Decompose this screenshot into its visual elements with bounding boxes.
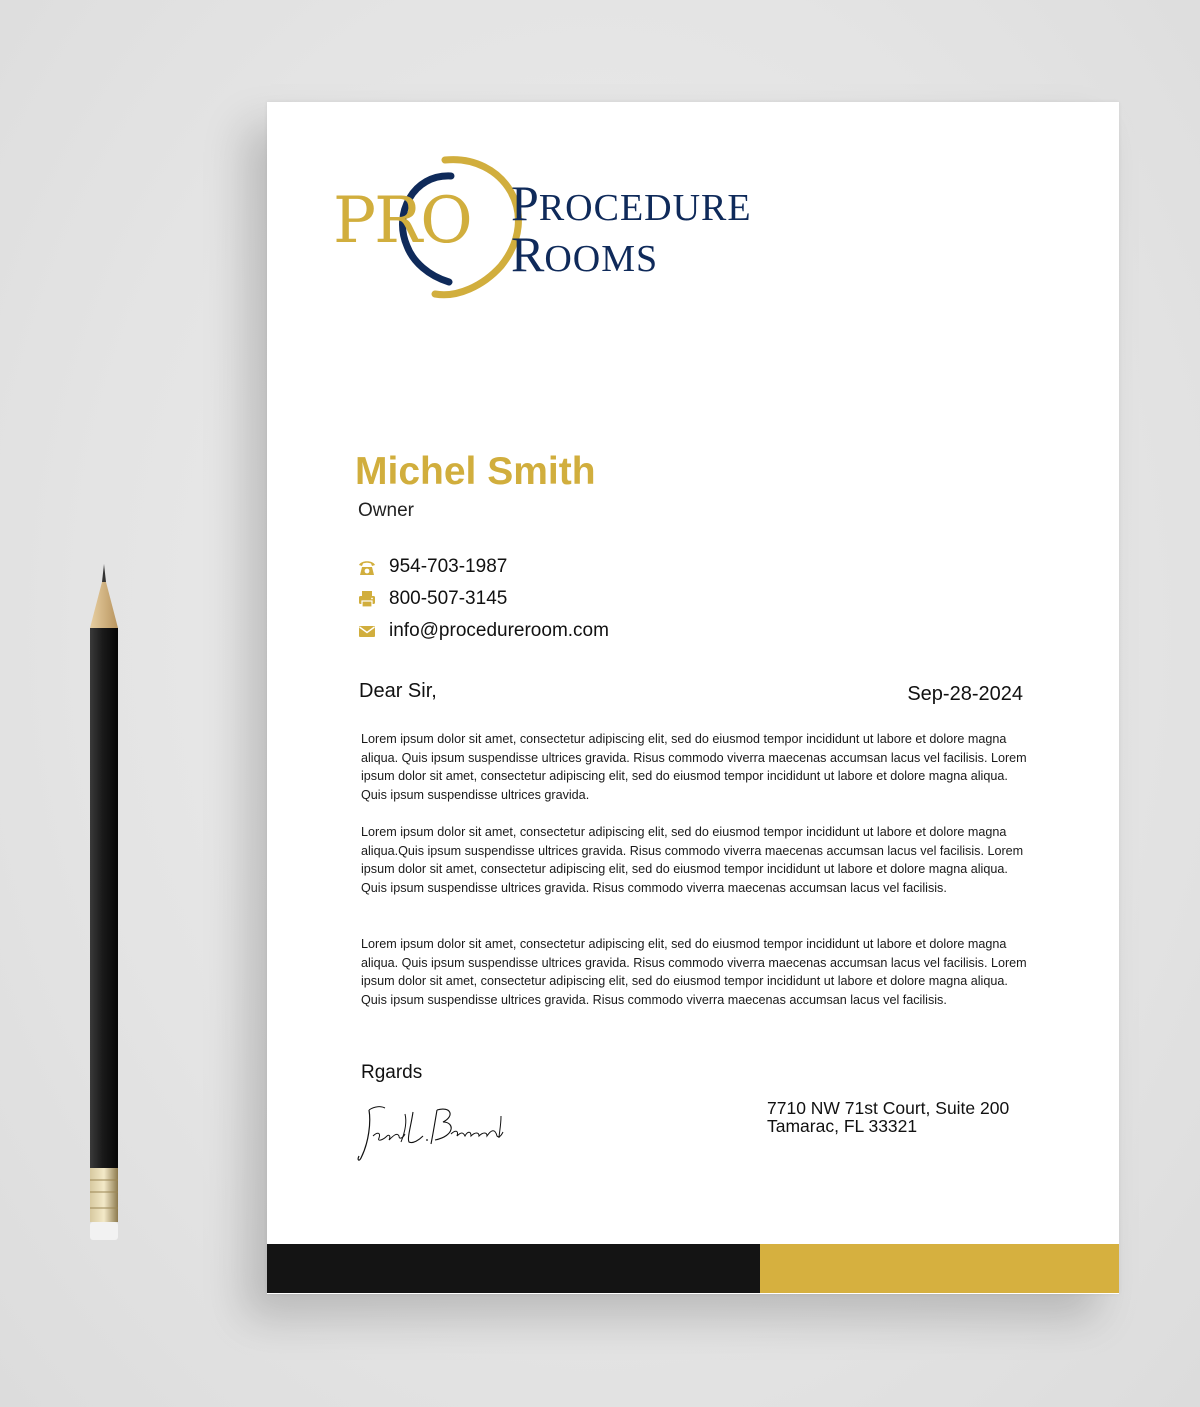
logo-line-procedure: PROCEDURE [511, 175, 752, 231]
body-paragraph-3: Lorem ipsum dolor sit amet, consectetur adipiscing elit, sed do eiusmod tempor incididunt ut labore et dolore magna aliqua. Quis ipsum suspendisse ultrices gravida. Risus commodo viverra maecenas accumsan lacus vel facilisis. Lorem ipsum dolor sit amet, consectetur adipiscing elit, sed do eiusmod tempor incididunt ut labore et dolore magna aliqua. Quis ipsum suspendisse ultrices gravida. Risus commodo viverra maecenas accumsan lacus vel facilisis. [361, 937, 1027, 1008]
address-line-1: 7710 NW 71st Court, Suite 200 [767, 1098, 1010, 1118]
contact-fax [357, 586, 757, 612]
contact-phone-text: 954-703-1987 [389, 556, 508, 577]
address-line-2: Tamarac, FL 33321 [767, 1116, 918, 1136]
body-paragraph-2: Lorem ipsum dolor sit amet, consectetur adipiscing elit, sed do eiusmod tempor incididunt ut labore et dolore magna aliqua.Quis ipsum suspendisse ultrices gravida. Risus commodo viverra maecenas accumsan lacus vel facilisis. Lorem ipsum dolor sit amet, consectetur adipiscing elit, sed do eiusmod tempor incididunt ut labore et dolore magna aliqua. Quis ipsum suspendisse ultrices gravida. Risus commodo viverra maecenas accumsan lacus vel facilisis. [361, 825, 1024, 896]
contact-fax-text: 800-507-3145 [389, 588, 508, 609]
company-address [767, 1099, 1009, 1135]
contact-email [357, 618, 757, 644]
footer-bar-gold [760, 1244, 1119, 1293]
sender-title: Owner [358, 500, 414, 521]
pencil-image [84, 560, 124, 1280]
handwritten-signature [355, 1102, 515, 1164]
sender-name: Michel Smith [355, 450, 596, 493]
logo-mark: PRO [333, 184, 471, 258]
logo-wordmark [511, 175, 752, 282]
salutation: Dear Sir, [359, 680, 437, 702]
contact-email-text: info@procedureroom.com [389, 620, 609, 641]
email-icon [357, 621, 377, 641]
letterhead-page [267, 102, 1119, 1294]
letter-date: Sep-28-2024 [907, 683, 1023, 705]
footer-bar-dark [267, 1244, 760, 1293]
company-logo [333, 154, 853, 304]
logo-line-rooms: ROOMS [511, 226, 659, 282]
contact-phone [357, 554, 757, 580]
fax-icon [357, 589, 377, 609]
closing: Rgards [361, 1062, 423, 1083]
body-paragraph-1: Lorem ipsum dolor sit amet, consectetur adipiscing elit, sed do eiusmod tempor incididunt ut labore et dolore magna aliqua. Quis ipsum suspendisse ultrices gravida. Risus commodo viverra maecenas accumsan lacus vel facilisis. Lorem ipsum dolor sit amet, consectetur adipiscing elit, sed do eiusmod tempor incididunt ut labore et dolore magna aliqua. Quis ipsum suspendisse ultrices gravida. [361, 732, 1027, 803]
phone-icon [357, 557, 377, 577]
